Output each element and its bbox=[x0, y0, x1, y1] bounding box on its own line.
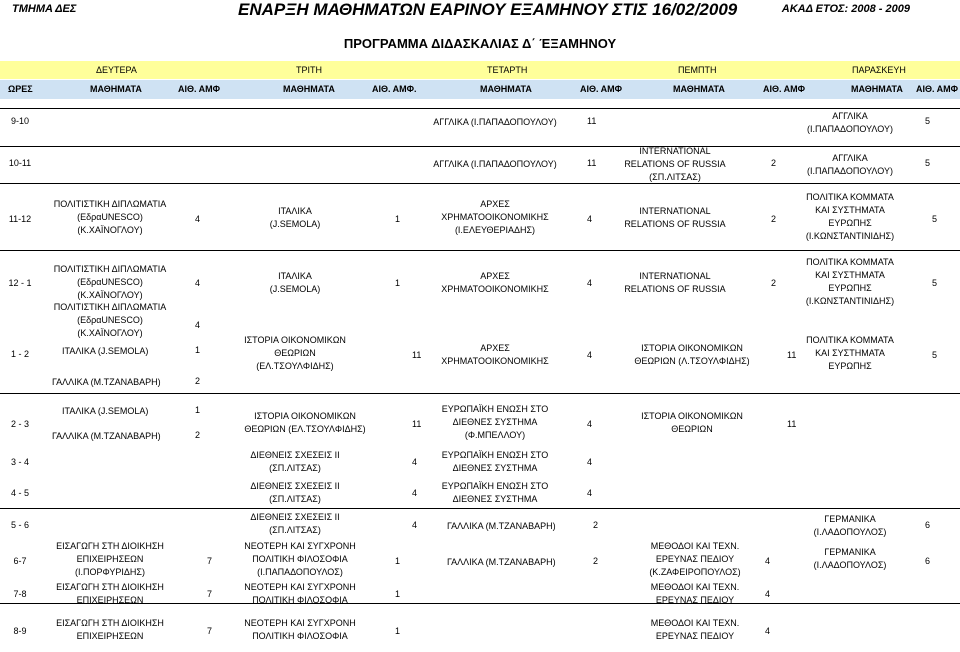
room-number: 4 bbox=[587, 419, 593, 429]
col-course-tue: ΜΑΘΗΜΑΤΑ bbox=[283, 84, 335, 94]
room-number: 2 bbox=[771, 278, 777, 288]
course-title: ΚΑΙ ΣΥΣΤΗΜΑΤΑ bbox=[815, 270, 885, 280]
course-entry bbox=[800, 152, 900, 178]
course-entry bbox=[430, 403, 560, 442]
course-instructor: (ΕΛ.ΤΣΟΥΛΦΙΔΗΣ) bbox=[256, 361, 334, 371]
room-number: 5 bbox=[932, 214, 938, 224]
row-divider bbox=[0, 146, 960, 147]
room-number: 4 bbox=[412, 457, 418, 467]
room-number: 4 bbox=[765, 556, 771, 566]
course-entry bbox=[790, 191, 910, 243]
room-number: 11 bbox=[587, 116, 597, 126]
course-title: ΑΡΧΕΣ bbox=[480, 271, 510, 281]
course-title: INTERNATIONAL bbox=[639, 206, 711, 216]
course-instructor: (Κ.ΧΑΪΝΟΓΛΟΥ) bbox=[77, 290, 143, 300]
room-number: 4 bbox=[587, 278, 593, 288]
course-entry bbox=[240, 540, 360, 579]
course-entry bbox=[255, 270, 335, 296]
room-number: 6 bbox=[925, 520, 931, 530]
room-number: 1 bbox=[395, 214, 401, 224]
course-title: ΕΠΙΧΕΙΡΗΣΕΩΝ bbox=[76, 595, 144, 605]
course-entry bbox=[800, 110, 900, 136]
course-title: ΙΣΤΟΡΙΑ ΟΙΚΟΝΟΜΙΚΩΝ bbox=[641, 411, 743, 421]
course-entry bbox=[430, 480, 560, 506]
room-number: 6 bbox=[925, 556, 931, 566]
course-instructor: (ΣΠ.ΛΙΤΣΑΣ) bbox=[269, 525, 321, 535]
course-entry bbox=[620, 205, 730, 231]
room-number: 7 bbox=[207, 556, 213, 566]
room-number: 11 bbox=[412, 419, 422, 429]
room-number: 1 bbox=[195, 345, 201, 355]
room-number: 11 bbox=[787, 350, 797, 360]
room-number: 4 bbox=[765, 626, 771, 636]
room-number: 11 bbox=[787, 419, 797, 429]
day-wednesday: ΤΕΤΑΡΤΗ bbox=[487, 65, 528, 75]
course-title: ΧΡΗΜΑΤΟΟΙΚΟΝΟΜΙΚΗΣ bbox=[441, 212, 549, 222]
course-entry bbox=[430, 270, 560, 296]
course-title: ΠΟΛΙΤΙΚΗ ΦΙΛΟΣΟΦΙΑ bbox=[252, 554, 348, 564]
course-entry: ΑΓΓΛΙΚΑ (Ι.ΠΑΠΑΔΟΠΟΥΛΟΥ) bbox=[433, 159, 557, 169]
room-number: 4 bbox=[765, 589, 771, 599]
course-title: ΘΕΩΡΙΩΝ bbox=[274, 348, 316, 358]
course-title: ΝΕΟΤΕΡΗ ΚΑΙ ΣΥΓΧΡΟΝΗ bbox=[244, 582, 356, 592]
room-number: 2 bbox=[771, 214, 777, 224]
course-title: ΑΡΧΕΣ bbox=[480, 343, 510, 353]
course-title: ΠΟΛΙΤΙΚΑ ΚΟΜΜΑΤΑ bbox=[806, 335, 894, 345]
room-number: 2 bbox=[195, 376, 201, 386]
col-course-wed: ΜΑΘΗΜΑΤΑ bbox=[480, 84, 532, 94]
course-title: ΕΡΕΥΝΑΣ ΠΕΔΙΟΥ bbox=[655, 554, 735, 564]
course-title: ΧΡΗΜΑΤΟΟΙΚΟΝΟΜΙΚΗΣ bbox=[441, 356, 549, 366]
room-number: 2 bbox=[593, 520, 599, 530]
course-title: ΔΙΕΘΝΕΣ ΣΥΣΤΗΜΑ bbox=[452, 463, 538, 473]
course-title: ΘΕΩΡΙΩΝ bbox=[671, 424, 713, 434]
col-course-mon: ΜΑΘΗΜΑΤΑ bbox=[90, 84, 142, 94]
time-slot: 10-11 bbox=[8, 158, 32, 168]
course-instructor: (Ι.ΛΑΔΟΠΟΥΛΟΣ) bbox=[813, 527, 887, 537]
course-entry bbox=[255, 205, 335, 231]
course-title: RELATIONS OF RUSSIA bbox=[624, 284, 726, 294]
course-title: ΓΕΡΜΑΝΙΚΑ bbox=[824, 547, 876, 557]
course-note: (ΕδραUNESCO) bbox=[77, 277, 143, 287]
course-entry bbox=[40, 263, 180, 302]
course-title: ΕΥΡΩΠΗΣ bbox=[828, 283, 872, 293]
course-entry bbox=[240, 511, 350, 537]
course-instructor: (Ι.ΕΛΕΥΘΕΡΙΑΔΗΣ) bbox=[454, 225, 536, 235]
course-instructor: (ΣΠ.ΛΙΤΣΑΣ) bbox=[269, 463, 321, 473]
day-monday: ΔΕΥΤΕΡΑ bbox=[96, 65, 137, 75]
room-number: 2 bbox=[195, 430, 201, 440]
course-instructor: (ΣΠ.ΛΙΤΣΑΣ) bbox=[269, 494, 321, 504]
column-header-row bbox=[0, 80, 960, 99]
course-entry bbox=[805, 546, 895, 572]
col-room-wed: ΑΙΘ. ΑΜΦ bbox=[580, 84, 623, 94]
course-title: ΚΑΙ ΣΥΣΤΗΜΑΤΑ bbox=[815, 205, 885, 215]
course-note: (ΕδραUNESCO) bbox=[77, 315, 143, 325]
course-entry bbox=[790, 334, 910, 373]
room-number: 1 bbox=[395, 556, 401, 566]
col-room-thu: ΑΙΘ. ΑΜΦ bbox=[763, 84, 806, 94]
day-header-row bbox=[0, 61, 960, 79]
room-number: 2 bbox=[593, 556, 599, 566]
col-room-tue: ΑΙΘ. ΑΜΦ. bbox=[372, 84, 417, 94]
time-slot: 1 - 2 bbox=[10, 349, 29, 359]
time-slot: 6-7 bbox=[13, 556, 27, 566]
course-entry: ΑΓΓΛΙΚΑ (Ι.ΠΑΠΑΔΟΠΟΥΛΟΥ) bbox=[433, 117, 557, 127]
course-entry bbox=[240, 617, 360, 643]
room-number: 4 bbox=[412, 488, 418, 498]
room-number: 5 bbox=[932, 350, 938, 360]
course-title: ΙΣΤΟΡΙΑ ΟΙΚΟΝΟΜΙΚΩΝ bbox=[254, 411, 356, 421]
col-room-fri: ΑΙΘ. ΑΜΦ bbox=[916, 84, 959, 94]
col-course-thu: ΜΑΘΗΜΑΤΑ bbox=[673, 84, 725, 94]
room-number: 1 bbox=[195, 405, 201, 415]
page-header bbox=[0, 0, 960, 22]
course-title: INTERNATIONAL bbox=[639, 146, 711, 156]
course-entry bbox=[240, 449, 350, 475]
time-slot: 8-9 bbox=[13, 626, 27, 636]
day-tuesday: ΤΡΙΤΗ bbox=[296, 65, 322, 75]
course-instructor: (Ι.ΠΑΠΑΔΟΠΟΥΛΟΣ) bbox=[257, 567, 343, 577]
course-title: ΕΙΣΑΓΩΓΗ ΣΤΗ ΔΙΟΙΚΗΣΗ bbox=[56, 541, 164, 551]
course-instructor: (Ι.ΠΟΡΦΥΡΙΔΗΣ) bbox=[75, 567, 145, 577]
course-title: ΧΡΗΜΑΤΟΟΙΚΟΝΟΜΙΚΗΣ bbox=[441, 284, 549, 294]
col-room-mon: ΑΙΘ. ΑΜΦ bbox=[178, 84, 221, 94]
course-instructor: (Φ.ΜΠΕΛΛΟΥ) bbox=[464, 430, 526, 440]
course-title: ΕΥΡΩΠΑΪΚΗ ΕΝΩΣΗ ΣΤΟ bbox=[441, 450, 549, 460]
course-title: ΑΓΓΛΙΚΑ bbox=[832, 111, 868, 121]
course-title: ΕΡΕΥΝΑΣ ΠΕΔΙΟΥ bbox=[655, 595, 735, 605]
course-instructor: (Ι.ΠΑΠΑΔΟΠΟΥΛΟΥ) bbox=[807, 124, 893, 134]
course-entry bbox=[790, 256, 910, 308]
course-title: ΔΙΕΘΝΕΣ ΣΥΣΤΗΜΑ bbox=[452, 417, 538, 427]
course-entry: ΓΑΛΛΙΚΑ (Μ.ΤΖΑΝΑΒΑΡΗ) bbox=[447, 557, 556, 567]
course-title: ΔΙΕΘΝΕΣ ΣΥΣΤΗΜΑ bbox=[452, 494, 538, 504]
row-divider bbox=[0, 183, 960, 184]
course-title: ΜΕΘΟΔΟΙ ΚΑΙ ΤΕΧΝ. bbox=[650, 582, 740, 592]
time-slot: 12 - 1 bbox=[8, 278, 32, 288]
course-entry: ΓΑΛΛΙΚΑ (Μ.ΤΖΑΝΑΒΑΡΗ) bbox=[52, 431, 161, 441]
course-instructor: (Κ.ΖΑΦΕΙΡΟΠΟΥΛΟΣ) bbox=[649, 567, 741, 577]
course-title: ΕΥΡΩΠΑΪΚΗ ΕΝΩΣΗ ΣΤΟ bbox=[441, 404, 549, 414]
day-friday: ΠΑΡΑΣΚΕΥΗ bbox=[852, 65, 906, 75]
course-title: ΝΕΟΤΕΡΗ ΚΑΙ ΣΥΓΧΡΟΝΗ bbox=[244, 618, 356, 628]
course-entry bbox=[235, 410, 375, 436]
course-title: ΔΙΕΘΝΕΙΣ ΣΧΕΣΕΙΣ ΙΙ bbox=[250, 512, 340, 522]
course-title: ΙΤΑΛΙΚΑ bbox=[278, 271, 312, 281]
course-entry bbox=[620, 145, 730, 184]
page-title: ΕΝΑΡΞΗ ΜΑΘΗΜΑΤΩΝ ΕΑΡΙΝΟΥ ΕΞΑΜΗΝΟΥ ΣΤΙΣ 16/02/2009 bbox=[238, 0, 738, 19]
course-entry: ΓΑΛΛΙΚΑ (Μ.ΤΖΑΝΑΒΑΡΗ) bbox=[447, 521, 556, 531]
room-number: 11 bbox=[412, 350, 422, 360]
time-slot: 7-8 bbox=[13, 589, 27, 599]
course-instructor: (J.SEMOLA) bbox=[269, 219, 321, 229]
course-instructor: (Κ.ΧΑΪΝΟΓΛΟΥ) bbox=[77, 225, 143, 235]
course-entry bbox=[240, 480, 350, 506]
room-number: 1 bbox=[395, 589, 401, 599]
time-slot: 3 - 4 bbox=[10, 457, 29, 467]
course-entry bbox=[240, 581, 360, 607]
course-entry bbox=[620, 270, 730, 296]
course-title: ΓΕΡΜΑΝΙΚΑ bbox=[824, 514, 876, 524]
course-title: ΕΙΣΑΓΩΓΗ ΣΤΗ ΔΙΟΙΚΗΣΗ bbox=[56, 582, 164, 592]
room-number: 4 bbox=[195, 320, 201, 330]
course-entry bbox=[805, 513, 895, 539]
course-title: INTERNATIONAL bbox=[639, 271, 711, 281]
col-course-fri: ΜΑΘΗΜΑΤΑ bbox=[851, 84, 903, 94]
course-title: ΕΥΡΩΠΗΣ bbox=[828, 361, 872, 371]
course-entry bbox=[640, 617, 750, 643]
course-title: ΕΥΡΩΠΗΣ bbox=[828, 218, 872, 228]
room-number: 4 bbox=[587, 350, 593, 360]
course-title: ΕΙΣΑΓΩΓΗ ΣΤΗ ΔΙΟΙΚΗΣΗ bbox=[56, 618, 164, 628]
course-entry bbox=[430, 342, 560, 368]
course-entry bbox=[45, 581, 175, 607]
course-title: ΠΟΛΙΤΙΣΤΙΚΗ ΔΙΠΛΩΜΑΤΙΑ bbox=[53, 264, 167, 274]
course-entry bbox=[640, 581, 750, 607]
course-title: ΙΤΑΛΙΚΑ bbox=[278, 206, 312, 216]
room-number: 2 bbox=[771, 158, 777, 168]
room-number: 5 bbox=[925, 116, 931, 126]
room-number: 1 bbox=[395, 626, 401, 636]
department-label: ΤΜΗΜΑ ΔΕΣ bbox=[12, 3, 77, 15]
room-number: 1 bbox=[395, 278, 401, 288]
course-title: ΔΙΕΘΝΕΙΣ ΣΧΕΣΕΙΣ ΙΙ bbox=[250, 481, 340, 491]
room-number: 4 bbox=[587, 214, 593, 224]
course-entry bbox=[622, 410, 762, 436]
course-entry: ΙΤΑΛΙΚΑ (J.SEMOLA) bbox=[62, 346, 149, 356]
course-instructor: (Ι.ΚΩΝΣΤΑΝΤΙΝΙΔΗΣ) bbox=[805, 231, 895, 241]
time-slot: 4 - 5 bbox=[10, 488, 29, 498]
course-title: ΠΟΛΙΤΙΚΗ ΦΙΛΟΣΟΦΙΑ bbox=[252, 595, 348, 605]
row-divider bbox=[0, 108, 960, 109]
course-instructor: ΘΕΩΡΙΩΝ (ΕΛ.ΤΣΟΥΛΦΙΔΗΣ) bbox=[244, 424, 366, 434]
course-entry bbox=[235, 334, 355, 373]
course-entry bbox=[45, 617, 175, 643]
course-title: ΠΟΛΙΤΙΣΤΙΚΗ ΔΙΠΛΩΜΑΤΙΑ bbox=[53, 302, 167, 312]
course-title: ΝΕΟΤΕΡΗ ΚΑΙ ΣΥΓΧΡΟΝΗ bbox=[244, 541, 356, 551]
course-title: ΔΙΕΘΝΕΙΣ ΣΧΕΣΕΙΣ ΙΙ bbox=[250, 450, 340, 460]
course-title: ΠΟΛΙΤΙΚΗ ΦΙΛΟΣΟΦΙΑ bbox=[252, 631, 348, 641]
room-number: 11 bbox=[587, 158, 597, 168]
course-instructor: (Κ.ΧΑΪΝΟΓΛΟΥ) bbox=[77, 328, 143, 338]
course-title: ΕΠΙΧΕΙΡΗΣΕΩΝ bbox=[76, 554, 144, 564]
time-slot: 5 - 6 bbox=[10, 520, 29, 530]
course-title: RELATIONS OF RUSSIA bbox=[624, 159, 726, 169]
day-thursday: ΠΕΜΠΤΗ bbox=[678, 65, 717, 75]
course-title: ΑΡΧΕΣ bbox=[480, 199, 510, 209]
room-number: 4 bbox=[195, 278, 201, 288]
course-entry: ΙΤΑΛΙΚΑ (J.SEMOLA) bbox=[62, 406, 149, 416]
room-number: 7 bbox=[207, 589, 213, 599]
course-note: (ΕδραUNESCO) bbox=[77, 212, 143, 222]
course-title: ΙΣΤΟΡΙΑ ΟΙΚΟΝΟΜΙΚΩΝ bbox=[641, 343, 743, 353]
course-title: ΠΟΛΙΤΙΚΑ ΚΟΜΜΑΤΑ bbox=[806, 192, 894, 202]
room-number: 7 bbox=[207, 626, 213, 636]
course-entry bbox=[40, 302, 180, 338]
room-number: 5 bbox=[925, 158, 931, 168]
course-title: ΠΟΛΙΤΙΚΑ ΚΟΜΜΑΤΑ bbox=[806, 257, 894, 267]
row-divider bbox=[0, 393, 960, 394]
course-instructor: (Ι.ΠΑΠΑΔΟΠΟΥΛΟΥ) bbox=[807, 166, 893, 176]
course-title: ΕΥΡΩΠΑΪΚΗ ΕΝΩΣΗ ΣΤΟ bbox=[441, 481, 549, 491]
schedule-subtitle: ΠΡΟΓΡΑΜΜΑ ΔΙΔΑΣΚΑΛΙΑΣ Δ΄ ΈΞΑΜΗΝΟΥ bbox=[343, 36, 617, 51]
course-title: ΜΕΘΟΔΟΙ ΚΑΙ ΤΕΧΝ. bbox=[650, 541, 740, 551]
course-instructor: ΘΕΩΡΙΩΝ (Λ.ΤΣΟΥΛΦΙΔΗΣ) bbox=[634, 356, 750, 366]
time-slot: 9-10 bbox=[10, 116, 29, 126]
row-divider bbox=[0, 250, 960, 251]
course-title: ΙΣΤΟΡΙΑ ΟΙΚΟΝΟΜΙΚΩΝ bbox=[244, 335, 346, 345]
course-title: ΑΓΓΛΙΚΑ bbox=[832, 153, 868, 163]
room-number: 4 bbox=[412, 520, 418, 530]
room-number: 5 bbox=[932, 278, 938, 288]
course-entry bbox=[430, 198, 560, 237]
course-title: RELATIONS OF RUSSIA bbox=[624, 219, 726, 229]
col-hours: ΩΡΕΣ bbox=[8, 84, 33, 94]
time-slot: 2 - 3 bbox=[10, 419, 29, 429]
course-title: ΚΑΙ ΣΥΣΤΗΜΑΤΑ bbox=[815, 348, 885, 358]
course-title: ΠΟΛΙΤΙΣΤΙΚΗ ΔΙΠΛΩΜΑΤΙΑ bbox=[53, 199, 167, 209]
row-divider bbox=[0, 508, 960, 509]
room-number: 4 bbox=[587, 457, 593, 467]
course-entry bbox=[622, 342, 762, 368]
time-slot: 11-12 bbox=[8, 214, 32, 224]
course-instructor: (J.SEMOLA) bbox=[269, 284, 321, 294]
course-entry: ΓΑΛΛΙΚΑ (Μ.ΤΖΑΝΑΒΑΡΗ) bbox=[52, 377, 161, 387]
course-entry bbox=[40, 198, 180, 237]
course-entry bbox=[640, 540, 750, 579]
course-instructor: (Ι.ΛΑΔΟΠΟΥΛΟΣ) bbox=[813, 560, 887, 570]
room-number: 4 bbox=[195, 214, 201, 224]
course-title: ΕΡΕΥΝΑΣ ΠΕΔΙΟΥ bbox=[655, 631, 735, 641]
room-number: 4 bbox=[587, 488, 593, 498]
course-entry bbox=[430, 449, 560, 475]
course-title: ΜΕΘΟΔΟΙ ΚΑΙ ΤΕΧΝ. bbox=[650, 618, 740, 628]
course-instructor: (ΣΠ.ΛΙΤΣΑΣ) bbox=[649, 172, 701, 182]
course-instructor: (Ι.ΚΩΝΣΤΑΝΤΙΝΙΔΗΣ) bbox=[805, 296, 895, 306]
course-entry bbox=[45, 540, 175, 579]
course-title: ΕΠΙΧΕΙΡΗΣΕΩΝ bbox=[76, 631, 144, 641]
academic-year: ΑΚΑΔ ΕΤΟΣ: 2008 - 2009 bbox=[781, 3, 910, 15]
